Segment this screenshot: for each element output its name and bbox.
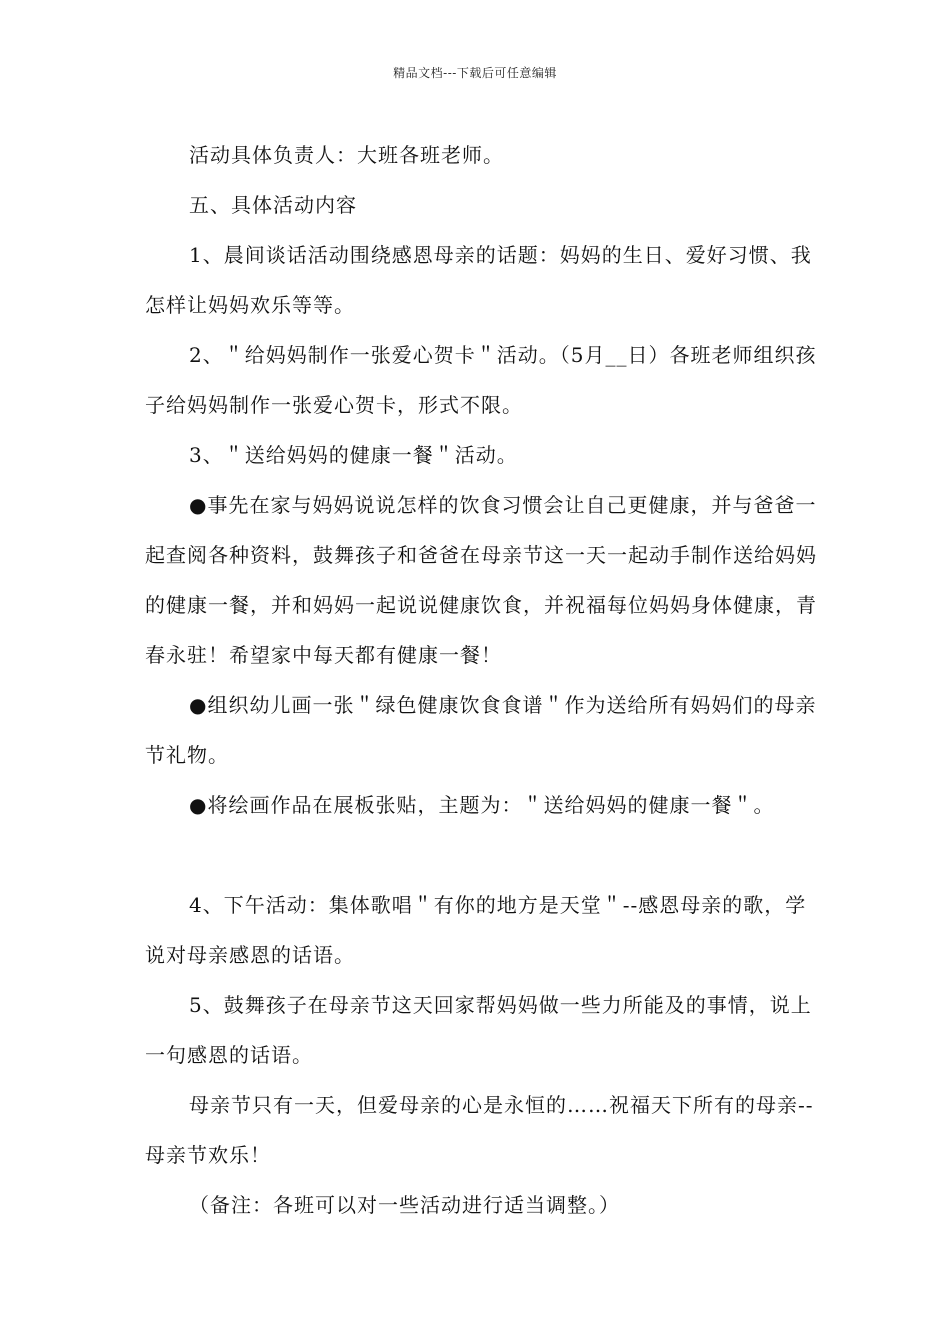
paragraph-greeting-card: 2、＂给妈妈制作一张爱心贺卡＂活动。（5月__日）各班老师组织孩子给妈妈制作一张爱心贺卡，形式不限。 (145, 343, 817, 417)
paragraph-afternoon-singing: 4、下午活动：集体歌唱＂有你的地方是天堂＂--感恩母亲的歌，学说对母亲感恩的话语。 (145, 893, 807, 967)
bullet-recipe-drawing: ●组织幼儿画一张＂绿色健康饮食食谱＂作为送给所有妈妈们的母亲节礼物。 (145, 693, 817, 767)
bullet-healthy-habits: ●事先在家与妈妈说说怎样的饮食习惯会让自己更健康，并与爸爸一起查阅各种资料，鼓舞孩子和爸爸在母亲节这一天一起动手制作送给妈妈的健康一餐，并和妈妈一起说说健康饮食，并祝福每位妈妈身体健康，青春永驻！希望家中每天都有健康一餐！ (145, 493, 817, 667)
paragraph-healthy-meal: 3、＂送给妈妈的健康一餐＂活动。 (189, 443, 518, 467)
section-heading-activities: 五、具体活动内容 (189, 193, 357, 217)
document-body (145, 130, 825, 1230)
page-header: 精品文档---下载后可任意编辑 (393, 66, 557, 80)
paragraph-help-mom: 5、鼓舞孩子在母亲节这天回家帮妈妈做一些力所能及的事情，说上一句感恩的话语。 (145, 993, 812, 1067)
paragraph-morning-talk: 1、晨间谈话活动围绕感恩母亲的话题：妈妈的生日、爱好习惯、我怎样让妈妈欢乐等等。 (145, 243, 812, 317)
bullet-display-board: ●将绘画作品在展板张贴，主题为：＂送给妈妈的健康一餐＂。 (189, 793, 775, 817)
paragraph-responsible-person: 活动具体负责人：大班各班老师。 (189, 143, 504, 167)
blank-line (145, 830, 825, 880)
paragraph-closing-wish: 母亲节只有一天，但爱母亲的心是永恒的……祝福天下所有的母亲--母亲节欢乐！ (145, 1093, 814, 1167)
paragraph-note: （备注：各班可以对一些活动进行适当调整。） (189, 1193, 620, 1217)
